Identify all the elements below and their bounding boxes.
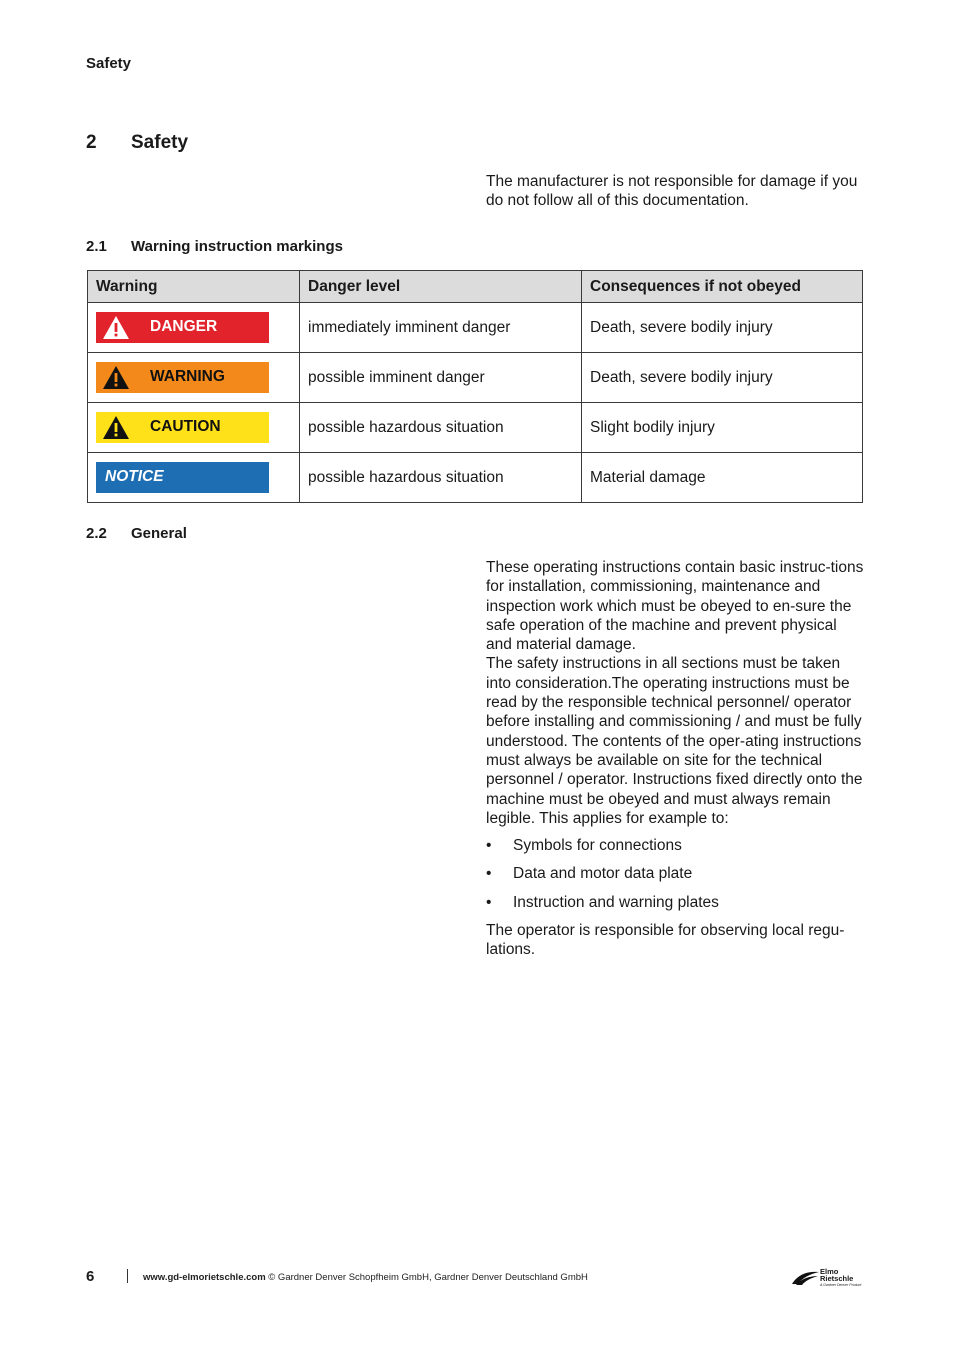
danger-sign (96, 312, 269, 343)
warning-triangle-icon (102, 315, 130, 340)
table-cell-consequence: Death, severe bodily injury (582, 303, 863, 353)
company-logo (790, 1266, 864, 1290)
list-item-text: Instruction and warning plates (513, 893, 719, 911)
column-header-consequences: Consequences if not obeyed (582, 271, 863, 303)
table-row (88, 303, 863, 353)
table-row (88, 453, 863, 503)
table-cell-level: immediately imminent danger (300, 303, 582, 353)
list-item (486, 864, 866, 883)
table-header-row (88, 271, 863, 303)
list-item (486, 893, 866, 912)
warning-markings-table (87, 270, 863, 503)
notice-sign (96, 462, 269, 493)
chapter-title: Safety (131, 132, 189, 153)
sign-label: NOTICE (105, 468, 164, 485)
page-number: 6 (86, 1268, 95, 1285)
section-number: 2.1 (86, 238, 107, 255)
footer-text (143, 1272, 588, 1283)
warning-triangle-icon (102, 415, 130, 440)
table-cell-consequence: Slight bodily injury (582, 403, 863, 453)
footer-url[interactable]: www.gd-elmorietschle.com (143, 1272, 266, 1283)
table-cell-consequence: Death, severe bodily injury (582, 353, 863, 403)
column-header-danger-level: Danger level (300, 271, 582, 303)
table-cell-level: possible hazardous situation (300, 403, 582, 453)
logo-tagline: A Gardner Denver Product (820, 1283, 862, 1287)
bullet-icon: • (486, 837, 492, 855)
list-item-text: Symbols for connections (513, 837, 682, 855)
bullet-list (486, 836, 866, 912)
logo-line-2: Rietschle (820, 1274, 854, 1283)
table-cell-level: possible imminent danger (300, 353, 582, 403)
general-paragraph: The safety instructions in all sections must be taken into consideration.The operating instructions must be read by the responsible technical personnel/ operator before installing and commissioning / and must be fully understood. The contents of the oper-ating instructions must always be available on site for the technical personnel / operator. Instructions fixed directly onto the machine must be obeyed and must always remain legible. This applies for example to: (486, 655, 863, 827)
table-cell-sign (88, 403, 300, 453)
footer-copyright: © Gardner Denver Schopfheim GmbH, Gardner Denver Deutschland GmbH (265, 1272, 588, 1283)
bullet-icon: • (486, 865, 492, 883)
logo-line-1: Elmo (820, 1267, 839, 1276)
footer-divider (127, 1269, 128, 1283)
bullet-icon: • (486, 893, 492, 911)
table-cell-sign (88, 353, 300, 403)
sign-label: DANGER (150, 318, 218, 335)
table-row (88, 353, 863, 403)
column-header-warning: Warning (88, 271, 300, 303)
table-cell-sign (88, 303, 300, 353)
list-item (486, 836, 866, 855)
section-title: General (131, 525, 187, 542)
intro-paragraph: The manufacturer is not responsible for damage if you do not follow all of this documentation. (486, 173, 858, 210)
table-cell-level: possible hazardous situation (300, 453, 582, 503)
section-title: Warning instruction markings (131, 238, 343, 255)
swoosh-logo-icon (790, 1270, 820, 1286)
warning-triangle-icon (102, 365, 130, 390)
running-header: Safety (86, 55, 132, 72)
table-row (88, 403, 863, 453)
section-number: 2.2 (86, 525, 107, 542)
chapter-number: 2 (86, 132, 97, 153)
table-cell-consequence: Material damage (582, 453, 863, 503)
caution-sign (96, 412, 269, 443)
sign-label: WARNING (150, 368, 225, 385)
list-item-text: Data and motor data plate (513, 865, 693, 883)
sign-label: CAUTION (150, 418, 221, 435)
general-body (486, 558, 866, 960)
warning-sign (96, 362, 269, 393)
table-cell-sign (88, 453, 300, 503)
general-paragraph: These operating instructions contain basic instruc-tions for installation, commissioning, maintenance and inspection work which must be obeyed to en-sure the safe operation of the machine and prevent physical and material damage. (486, 559, 864, 654)
general-paragraph: The operator is responsible for observing local regu-lations. (486, 922, 845, 959)
